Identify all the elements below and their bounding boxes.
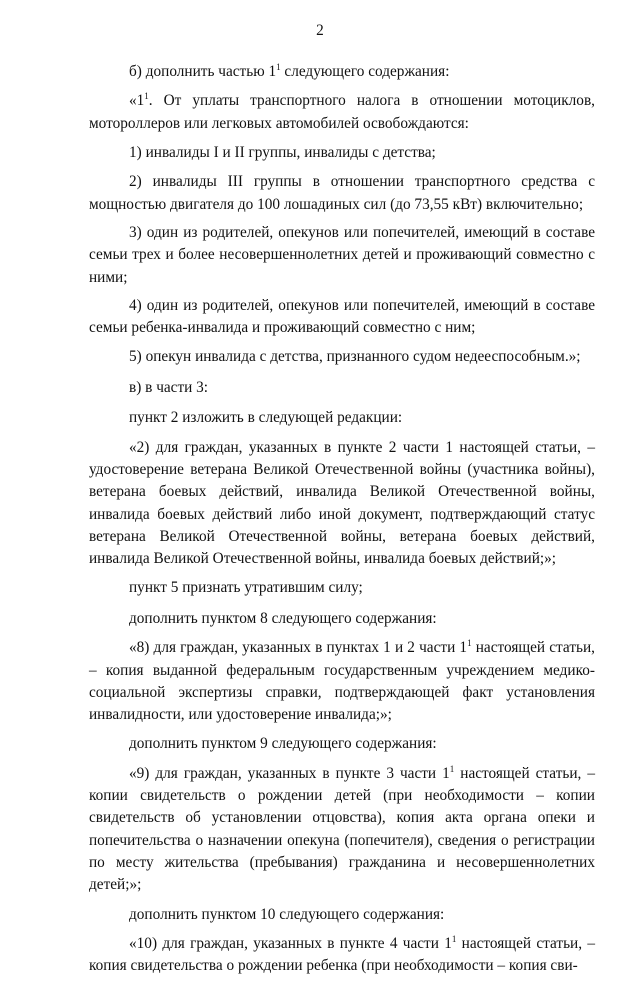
paragraph-point-9-text: «9) для граждан, указанных в пункте 3 части $1^1$ настоящей статьи, – копии свидетельств о рождении детей (при необходимости – копии свидетельств об установлении отцовства), копия акта органа опеки и попечительства о назначении опекуна (попечителя), сведения о регистрации по месту жительства (пребывания) гражданина и несовершеннолетних детей;»; xyxy=(89,763,595,894)
list-item-2: 2) инвалиды III группы в отношении транспортного средства с мощностью двигателя до 100 лошадиных сил (до 73,55 кВт) включительно; xyxy=(89,173,595,213)
paragraph-point-5: пункт 5 признать утратившим силу; xyxy=(129,579,363,597)
paragraph-point-2-text: «2) для граждан, указанных в пункте 2 части 1 настоящей статьи, – удостоверение ветерана Великой Отечественной войны (участника войны), ветерана боевых действий, инвалида Великой Отечественной войны, инвалида боевых действий либо иной документ, подтверждающий статус ветерана Великой Отечественной войны, ветерана боевых действий, инвалида Великой Отечественной войны, инвалида боевых действий;»; xyxy=(89,438,595,568)
paragraph-point-10-text: «10) для граждан, указанных в пункте 4 части $1^1$ настоящей статьи, – копия свидетельства о рождении ребенка (при необходимости – копия сви- xyxy=(89,933,596,975)
paragraph-point-2-intro: пункт 2 изложить в следующей редакции: xyxy=(129,409,403,427)
paragraph-point-9-intro: дополнить пунктом 9 следующего содержания: xyxy=(129,735,437,753)
list-item-1: 1) инвалиды I и II группы, инвалиды с детства; xyxy=(129,144,436,161)
list-item-5: 5) опекун инвалида с детства, признанного судом недееспособным.»; xyxy=(129,348,581,366)
page-number: 2 xyxy=(316,22,324,39)
paragraph-point-8-intro: дополнить пунктом 8 следующего содержания: xyxy=(129,609,437,627)
list-item-3: 3) один из родителей, опекунов или попечителей, имеющий в составе семьи трех и более несовершеннолетних детей и проживающий совместно с ними; xyxy=(89,224,595,286)
paragraph-amend-b: б) дополнить частью $1^1$ следующего содержания: xyxy=(129,61,450,80)
list-item-4: 4) один из родителей, опекунов или попечителей, имеющий в составе семьи ребенка-инвалида и проживающий совместно с ним; xyxy=(89,296,595,337)
paragraph-part-1-1: «$1^1$. От уплаты транспортного налога в отношении мотоциклов, моторoллеров или легковых автомобилей освобождаются: xyxy=(89,91,595,132)
paragraph-part-3: в) в части 3: xyxy=(129,378,209,396)
paragraph-point-10-intro: дополнить пунктом 10 следующего содержания: xyxy=(129,905,445,923)
paragraph-point-8-text: «8) для граждан, указанных в пунктах 1 и 2 части $1^1$ настоящей статьи, – копия выданной федеральным государственным учреждением медико-социальной экспертизы справки, подтверждающей факт установления инвалидности, или удостоверение инвалида;»; xyxy=(89,638,595,724)
document-body xyxy=(89,60,595,984)
